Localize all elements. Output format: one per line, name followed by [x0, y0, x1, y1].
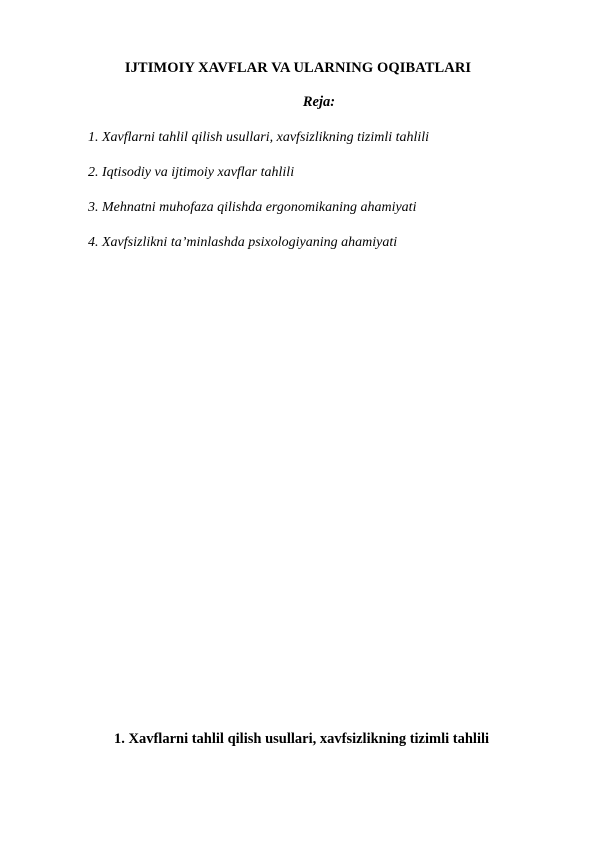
plan-list: [88, 129, 429, 269]
section-heading: 1. Xavflarni tahlil qilish usullari, xavfsizlikning tizimli tahlili: [114, 731, 490, 747]
plan-item: 2. Iqtisodiy va ijtimoiy xavflar tahlili: [88, 165, 295, 180]
plan-item: 4. Xavfsizlikni ta’minlashda psixologiyaning ahamiyati: [88, 235, 398, 250]
plan-item: 3. Mehnatni muhofaza qilishda ergonomikaning ahamiyati: [88, 200, 417, 215]
plan-heading: Reja:: [302, 94, 336, 110]
document-title: IJTIMOIY XAVFLAR VA ULARNING OQIBATLARI: [124, 60, 472, 76]
plan-item: 1. Xavflarni tahlil qilish usullari, xavfsizlikning tizimli tahlili: [88, 130, 430, 145]
